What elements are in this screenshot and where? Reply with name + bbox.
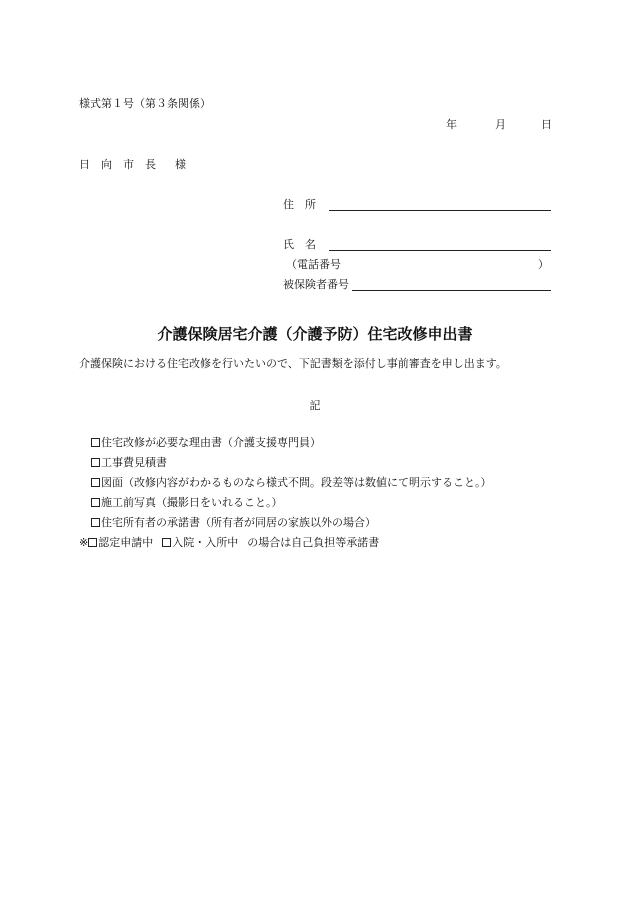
checklist-item: 住宅改修が必要な理由書（介護支援専門員） bbox=[79, 436, 549, 456]
intro-text: 介護保険における住宅改修を行いたいので、下記書類を添付し事前審査を申し出ます。 bbox=[79, 357, 507, 370]
checklist-item: 施工前写真（撮影日をいれること。） bbox=[79, 496, 549, 516]
checkbox-icon[interactable] bbox=[91, 478, 100, 487]
checkbox-icon[interactable] bbox=[91, 438, 100, 447]
checklist-item: 図面（改修内容がわかるものなら様式不問。段差等は数値にて明示すること。） bbox=[79, 476, 549, 496]
address-field-line[interactable] bbox=[329, 210, 551, 211]
note-suffix: の場合は自己負担等承諾書 bbox=[247, 536, 380, 549]
checkbox-icon[interactable] bbox=[162, 538, 171, 547]
addressee-name: 日向市長 bbox=[79, 158, 167, 171]
address-label: 住 所 bbox=[283, 198, 316, 211]
name-field-line[interactable] bbox=[329, 250, 551, 251]
note-mark: ※ bbox=[79, 536, 89, 549]
name-label: 氏 名 bbox=[283, 238, 316, 251]
date-month-label: 月 bbox=[495, 118, 506, 131]
phone-label: （電話番号 bbox=[286, 258, 341, 271]
checklist-item: 工事費見積書 bbox=[79, 456, 549, 476]
insured-number-label: 被保険者番号 bbox=[283, 278, 349, 291]
note-option-certification: 認定申請中 bbox=[98, 536, 154, 549]
phone-close-paren: ） bbox=[538, 258, 549, 271]
document-title: 介護保険居宅介護（介護予防）住宅改修申出書 bbox=[157, 325, 473, 343]
checkbox-icon[interactable] bbox=[91, 518, 100, 527]
checkbox-icon[interactable] bbox=[91, 458, 100, 467]
ki-label: 記 bbox=[309, 399, 321, 412]
checkbox-icon[interactable] bbox=[88, 538, 97, 547]
checklist-item: 住宅所有者の承諾書（所有者が同居の家族以外の場合） bbox=[79, 516, 549, 536]
date-year-label: 年 bbox=[446, 118, 457, 131]
note-line bbox=[79, 536, 549, 556]
addressee bbox=[79, 158, 186, 172]
attachment-checklist bbox=[79, 436, 549, 556]
date-day-label: 日 bbox=[541, 118, 552, 131]
note-option-hospital: 入院・入所中 bbox=[172, 536, 239, 549]
form-number: 様式第１号（第３条関係） bbox=[79, 97, 211, 110]
insured-number-field-line[interactable] bbox=[352, 290, 551, 291]
checkbox-icon[interactable] bbox=[91, 498, 100, 507]
addressee-honorific: 様 bbox=[175, 158, 186, 171]
